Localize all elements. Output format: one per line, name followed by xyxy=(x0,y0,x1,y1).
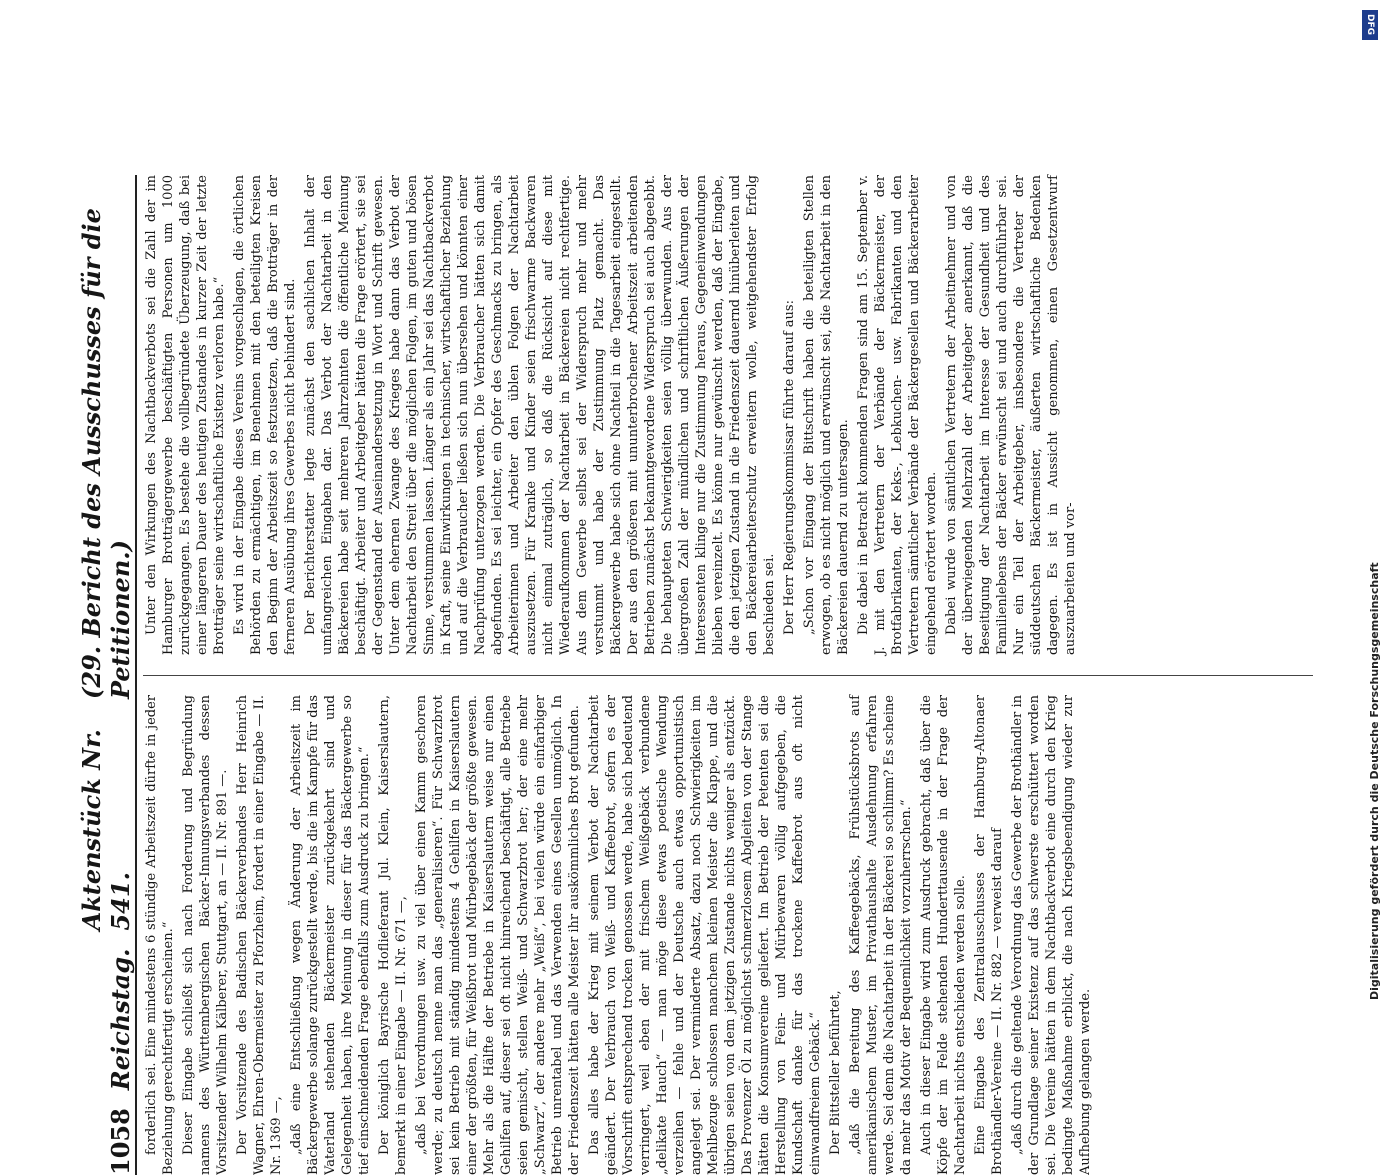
paragraph: „daß bei Verordnungen usw. zu viel über einen Kamm geschoren werde; zu deutsch nenne man das „generalisieren“. Für Schwarzbrot sei kein Betrieb mit ständig mindestens 4 Gehilfen in Kaiserslautern einer der größten, für Weißbrot und Mürbegebäck der größte gewesen. Mehr als die Hälfte der Betriebe in Kaiserslautern weise nur einen Gehilfen auf, dieser sei oft nicht hinreichend beschäftigt, alle Betriebe seien gemischt, stellen Weiß- und Schwarzbrot her; der eine mehr „Schwarz“, der andere mehr „Weiß“, bei vielen würde ein einfarbiger Betrieb unrentabel und das Verwenden eines Gesellen unmöglich. In der Friedenszeit hätten alle Meister ihr auskömmliches Brot gefunden. xyxy=(414,695,582,1175)
dfg-logo: DFG xyxy=(1362,10,1378,40)
paragraph: Der Berichterstatter legte zunächst den sachlichen Inhalt der umfangreichen Eingaben dar. Das Verbot der Nachtarbeit in den Bäckereien habe seit mehreren Jahrzehnten die öffentliche Meinung beschäftigt. Arbeiter und Arbeitgeber hätten die Frage erörtert, sie sei der Gegenstand der Auseinandersetzung in Wort und Schrift gewesen. Unter dem ehernen Zwange des Krieges habe dann das Verbot der Nachtarbeit den Streit über die möglichen Folgen, im guten und bösen Sinne, verstummen lassen. Länger als ein Jahr sei das Nachtbackverbot in Kraft, seine Einwirkungen in technischer, wirtschaftlicher Beziehung und auf die Verbraucher ließen sich nun übersehen und könnten einer Nachprüfung unterzogen werden. Die Verbraucher hätten sich damit abgefunden. Es sei leichter, ein Opfer des Geschmacks zu bringen, als Arbeiterinnen und Arbeiter den üblen Folgen der Nachtarbeit auszusetzen. Für Kranke und Kinder seien frischwarme Backwaren nicht einmal zuträglich, so daß die Rücksicht auf diese mit Wiederaufkommen der Nachtarbeit in Bäckereien nicht rechtfertige. Aus dem Gewerbe selbst sei der Widerspruch mehr und mehr verstummt und habe der Zustimmung Platz gemacht. Das Bäckergewerbe habe sich ohne Nachteil in die Tagesarbeit eingestellt. Der aus den größeren mit ununterbrochener Arbeitszeit arbeitenden Betrieben zunächst bekanntgewordene Widerspruch sei auch abgeebbt. Die behaupteten Schwierigkeiten seien völlig überwunden. Aus der übergroßen Zahl der mündlichen und schriftlichen Äußerungen der Interessenten klinge nur die Zustimmung heraus, Gegeneinwendungen blieben vereinzelt. Es könne nur gewünscht werden, daß der Eingabe, die den jetzigen Zustand in die Friedenszeit dauernd hinüberleiten und den Bäckereiarbeiterschutz erweitern wolle, weitgehendster Erfolg beschieden sei. xyxy=(303,175,777,655)
credit-strip xyxy=(1358,10,1381,1000)
paragraph: Der Herr Regierungskommissar führte darauf aus: xyxy=(782,300,797,635)
paragraph: Das alles habe der Krieg mit seinem Verbot der Nachtarbeit geändert. Der Verbrauch von Weiß- und Kaffeebrot, sofern es der Vorschrift entsprechend trocken genossen werde, habe sich bedeutend verringert, weil eben der mit frischem Weißgebäck verbundene „delikate Hauch“ — man möge diese etwas poetische Wendung verzeihen — fehle und der Deutsche auch etwas opportunistisch angelegt sei. Der verminderte Absatz, dazu noch Schwierigkeiten im Mehlbezuge schlossen manchem kleinen Meister die Klappe, und die übrigen seien von dem jetzigen Zustande nichts weniger als entzückt. Das Provenzer Öl zu möglichst schmerzlosem Abgleiten von der Stange hätten die Konsumvereine geliefert. Im Betrieb der Petenten sei die Herstellung von Fein- und Mürbewaren völlig aufgegeben, die Kundschaft danke für das trockene Kaffeebrot aus oft nicht einwandfreiem Gebäck.“ xyxy=(587,695,823,1175)
column-divider xyxy=(143,675,1313,676)
paragraph: Die dabei in Betracht kommenden Fragen sind am 15. September v. J. mit den Vertretern der Verbände der Bäckermeister, der Brotfabrikanten, der Keks-, Lebkuchen- usw. Fabrikanten und den Vertretern sämtlicher Verbände der Bäckergesellen und Bäckerarbeiter eingehend erörtert worden. xyxy=(856,175,939,655)
paragraph: „daß durch die geltende Verordnung das Gewerbe der Brothändler in der Grundlage seiner Existenz auf das schwerste erschüttert worden sei. Die Vereine hätten in dem Nachtbackverbot eine durch den Krieg bedingte Maßnahme erblickt, die nach Kriegsbeendigung wieder zur Aufhebung gelangen werde. xyxy=(1010,695,1093,1175)
paragraph: Unter den Wirkungen des Nachtbackverbots sei die Zahl der im Hamburger Brotträgergewerbe beschäftigten Personen um 1000 zurückgegangen. Es bestehe die vollbegründete Überzeugung, daß bei einer längeren Dauer des heutigen Zustandes in kurzer Zeit der letzte Brotträger seine wirtschaftliche Existenz verloren habe.“ xyxy=(144,175,227,655)
paragraph: Der Bittsteller beführtet, xyxy=(828,990,843,1155)
paragraph: Dabei wurde von sämtlichen Vertretern der Arbeitnehmer und von der überwiegenden Mehrzahl der Arbeitgeber anerkannt, daß die Beseitigung der Nachtarbeit im Interesse der Gesundheit und des Familienlebens der Bäcker erwünscht sei und auch durchführbar sei. Nur ein Teil der Arbeitgeber, insbesondere die Vertreter der süddeutschen Bäckermeister, äußerten wirtschaftliche Bedenken dagegen. Es ist in Aussicht genommen, einen Gesetzentwurf auszuarbeiten und vor- xyxy=(944,175,1078,655)
paragraph: „daß die Bereitung des Kaffeegebäcks, Frühstücksbrots auf amerikanischem Muster, im Privathaushalte Ausdehnung erfahren werde. Sei denn die Nachtarbeit in der Bäckerei so schlimm? Es scheine da mehr das Motiv der Bequemlichkeit vorzuherrschen.“ xyxy=(848,695,914,1175)
paragraph: Es wird in der Eingabe dieses Vereins vorgeschlagen, die örtlichen Behörden zu ermächtigen, im Benehmen mit den beteiligten Kreisen den Beginn der Arbeitszeit so festzusetzen, daß die Brotträger in der ferneren Ausübung ihres Gewerbes nicht behindert sind. xyxy=(232,175,298,655)
paragraph: Der königlich Bayrische Hoflieferant Jul. Klein, Kaiserslautern, bemerkt in einer Eingabe — II. Nr. 671 —, xyxy=(377,695,409,1175)
rotated-page xyxy=(77,0,1315,1175)
right-column xyxy=(143,175,1313,655)
paragraph: „daß eine Entschließung wegen Änderung der Arbeitszeit im Bäckergewerbe solange zurückgestellt werde, bis die im Kampfe für das Vaterland stehenden Bäckermeister zurückgekehrt sind und Gelegenheit haben, ihre Meinung in dieser für das Bäckergewerbe so tief einschneidenden Frage ebenfalls zum Ausdruck zu bringen.“ xyxy=(289,695,372,1175)
text-columns xyxy=(143,175,1313,1175)
paragraph: Auch in dieser Eingabe wird zum Ausdruck gebracht, daß über die Köpfe der im Felde stehenden Hunderttausende in der Frage der Nachtarbeit nichts entschieden werden solle. xyxy=(919,695,968,1175)
header-left: Reichstag. xyxy=(106,948,135,1091)
paragraph: Eine Eingabe des Zentralausschusses der Hamburg-Altonaer Brothändler-Vereine — II. Nr. 882 — verweist darauf xyxy=(973,695,1005,1175)
page-number: 1058 xyxy=(106,1108,135,1175)
document-subtitle: (29. Bericht des Ausschusses für die Petitionen.) xyxy=(77,208,135,699)
paragraph: Dieser Eingabe schließt sich nach Forderung und Begründung namens des Württembergischen Bäcker-Innungsverbandes dessen Vorsitzender Wilhelm Kälberer, Stuttgart, an — II. Nr. 891 —. xyxy=(181,695,230,1175)
left-column xyxy=(143,695,1313,1175)
paragraph: „Schon vor Eingang der Bittschrift haben die beteiligten Stellen erwogen, ob es nicht möglich und erwünscht sei, die Nachtarbeit in den Bäckereien dauernd zu untersagen. xyxy=(802,175,851,655)
document-number: Aktenstück Nr. 541. xyxy=(77,729,135,931)
page-header xyxy=(77,175,137,1175)
credit-text: Digitalisierung gefördert durch die Deutsche Forschungsgemeinschaft xyxy=(1368,562,1381,1000)
paragraph: forderlich sei. Eine mindestens 6 stündige Arbeitszeit dürfte in jeder Beziehung gerechtfertigt erscheinen.“ xyxy=(144,695,176,1175)
paragraph: Der Vorsitzende des Badischen Bäckerverbandes Herr Heinrich Wagner, Ehren-Obermeister zu Pforzheim, fordert in einer Eingabe — II. Nr. 1369 —, xyxy=(235,695,284,1175)
